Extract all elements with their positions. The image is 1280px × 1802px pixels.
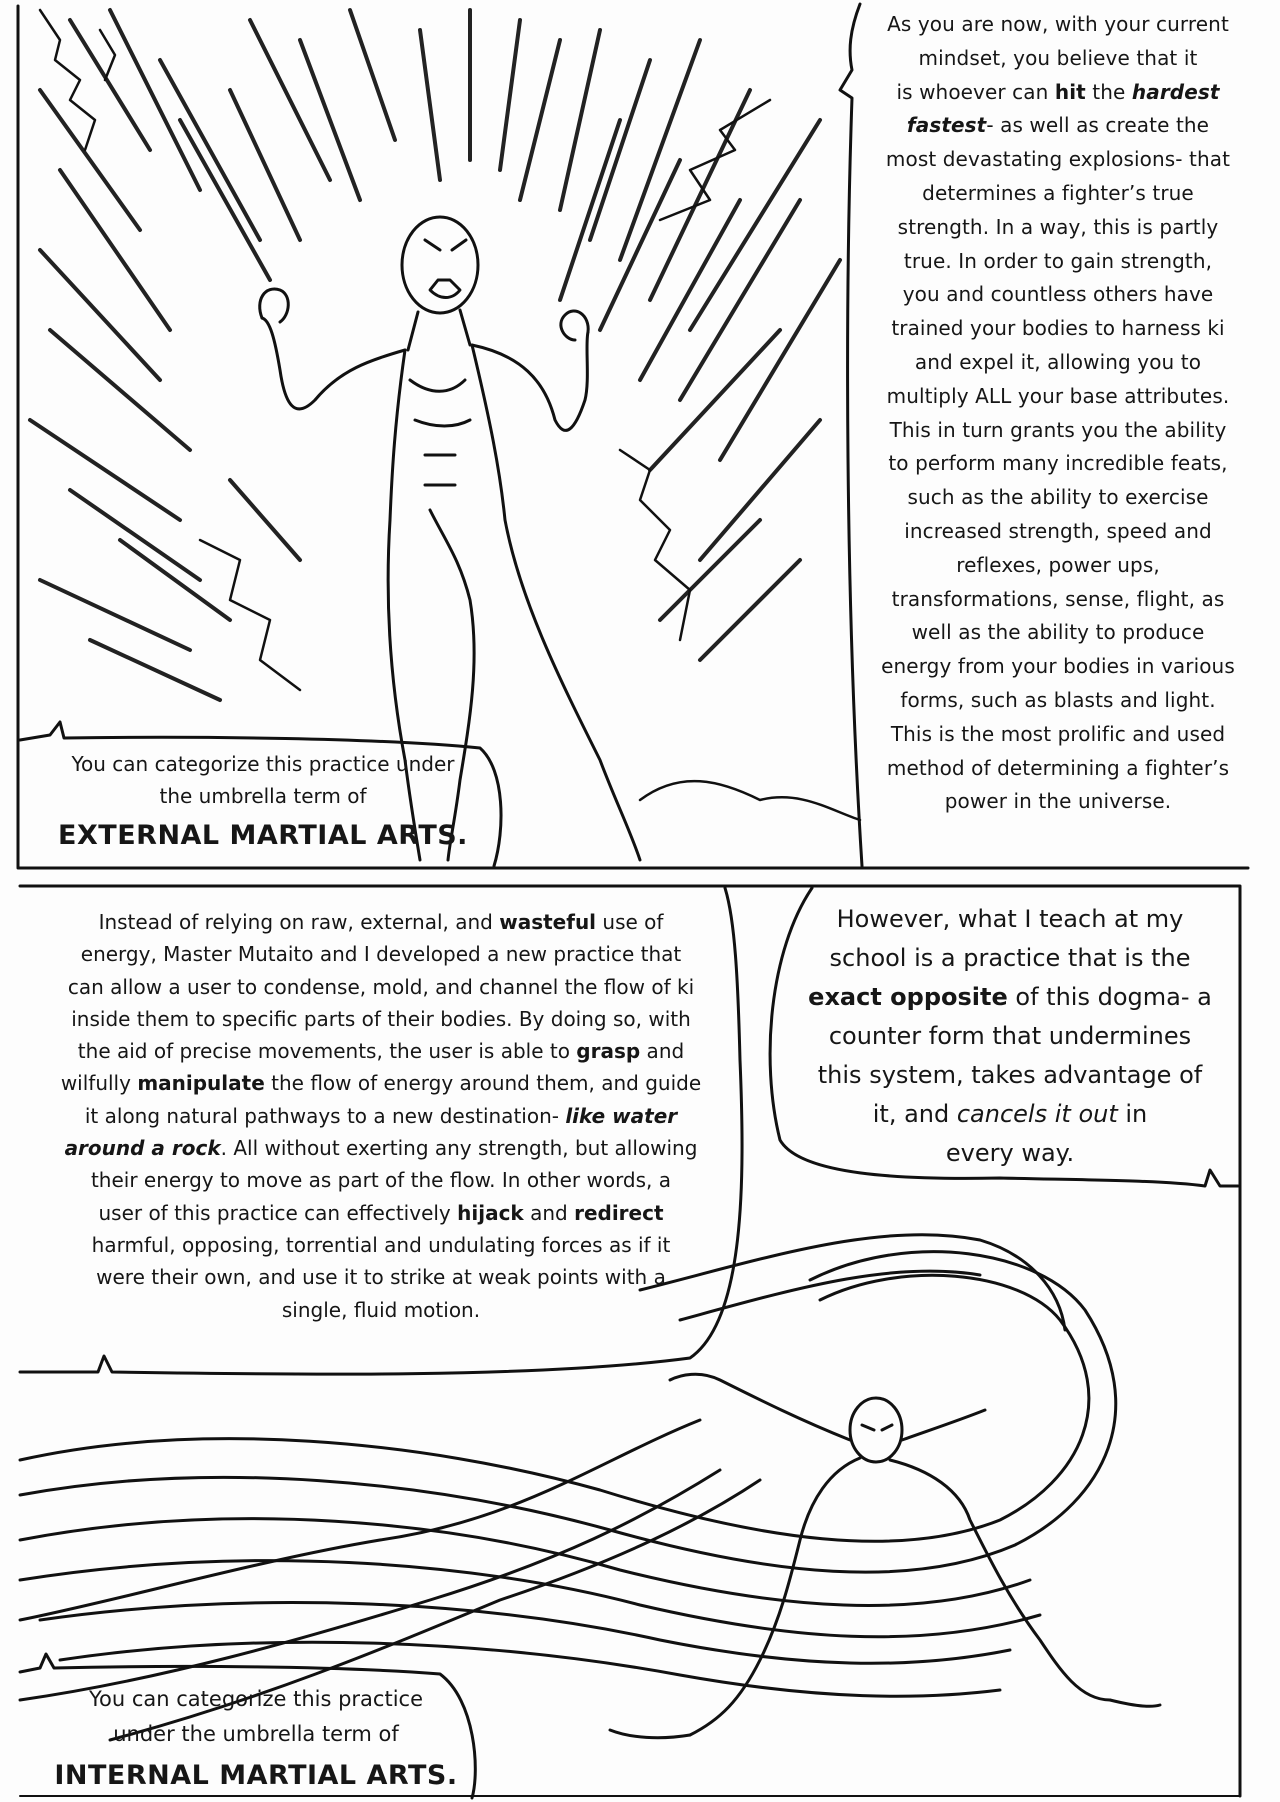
- caption-line: You can categorize this practice: [88, 1687, 423, 1711]
- panel-2-right-speech: [790, 900, 1230, 1173]
- narration-line: mindset, you believe that it: [918, 45, 1198, 70]
- narration-line: such as the ability to exercise: [907, 485, 1209, 510]
- panel-1-category-caption: [28, 748, 498, 812]
- panel-1-narration: [872, 8, 1244, 819]
- narration-line: [36, 906, 726, 938]
- emphasis-hijack: hijack: [457, 1200, 524, 1225]
- panel-2-category-caption: [46, 1682, 466, 1752]
- text-run: and: [640, 1039, 685, 1064]
- internal-martial-arts-term: INTERNAL MARTIAL ARTS.: [54, 1760, 458, 1791]
- emphasis-grasp: grasp: [576, 1039, 641, 1064]
- narration-line: determines a fighter’s true: [922, 180, 1194, 205]
- narration-line: forms, such as blasts and light.: [900, 687, 1216, 712]
- narration-line: transformations, sense, flight, as: [891, 586, 1225, 611]
- narration-line: their energy to move as part of the flow. In other words, a: [90, 1168, 672, 1193]
- text-run: Instead of relying on raw, external, and: [98, 910, 500, 934]
- speech-line: every way.: [945, 1139, 1075, 1167]
- narration-line: [36, 1035, 726, 1067]
- narration-line: reflexes, power ups,: [956, 552, 1160, 577]
- lightning-bolts: [40, 10, 860, 820]
- text-run: user of this practice can effectively: [98, 1200, 458, 1225]
- narration-line: harmful, opposing, torrential and undulating forces as if it: [91, 1232, 671, 1257]
- emphasis-like-water: like water: [565, 1103, 678, 1128]
- speech-line: [790, 1095, 1230, 1134]
- text-run: the: [1085, 79, 1132, 104]
- panel-1-narration-bubble: [840, 4, 862, 866]
- narration-line: As you are now, with your current: [887, 12, 1229, 36]
- narration-line: [36, 1197, 726, 1229]
- narration-line: [36, 1100, 726, 1132]
- text-run: of this dogma- a: [1007, 983, 1212, 1011]
- narration-line: [872, 109, 1244, 143]
- narration-line: well as the ability to produce: [911, 620, 1205, 645]
- emphasis-exact-opposite: exact opposite: [808, 983, 1008, 1011]
- narration-line: true. In order to gain strength,: [903, 248, 1213, 273]
- panel-2-left-narration: [36, 906, 726, 1326]
- text-run: it along natural pathways to a new destination-: [84, 1103, 566, 1128]
- speech-line: school is a practice that is the: [829, 944, 1191, 972]
- speech-line: counter form that undermines: [828, 1022, 1192, 1050]
- ki-aura-lines: [30, 10, 840, 700]
- emphasis-manipulate: manipulate: [137, 1071, 265, 1096]
- narration-line: strength. In a way, this is partly: [897, 214, 1219, 239]
- speech-line: However, what I teach at my: [836, 905, 1184, 933]
- emphasis-hardest: hardest: [1131, 79, 1220, 104]
- text-run: in: [1117, 1100, 1148, 1128]
- narration-line: multiply ALL your base attributes.: [886, 383, 1230, 408]
- narration-line: energy from your bodies in various: [881, 654, 1235, 679]
- emphasis-cancels-it-out: cancels it out: [956, 1100, 1118, 1128]
- caption-line: under the umbrella term of: [113, 1722, 399, 1746]
- narration-line: power in the universe.: [944, 789, 1172, 814]
- narration-line: to perform many incredible feats,: [888, 451, 1228, 476]
- narration-line: single, fluid motion.: [281, 1297, 481, 1322]
- emphasis-around-a-rock: around a rock: [64, 1136, 221, 1161]
- narration-line: This in turn grants you the ability: [889, 417, 1227, 442]
- narration-line: This is the most prolific and used: [890, 721, 1226, 746]
- narration-line: can allow a user to condense, mold, and channel the flow of ki: [67, 974, 695, 999]
- emphasis-redirect: redirect: [574, 1200, 664, 1225]
- narration-line: [36, 1067, 726, 1099]
- narration-line: you and countless others have: [902, 282, 1214, 307]
- text-run: is whoever can: [896, 79, 1055, 104]
- text-run: and: [523, 1200, 575, 1225]
- caption-line: You can categorize this practice under: [71, 752, 455, 776]
- narration-line: [872, 76, 1244, 110]
- text-run: . All without exerting any strength, but allowing: [220, 1136, 698, 1161]
- narration-line: energy, Master Mutaito and I developed a new practice that: [80, 942, 682, 967]
- narration-line: trained your bodies to harness ki: [891, 316, 1225, 341]
- text-run: the flow of energy around them, and guide: [264, 1071, 702, 1096]
- narration-line: increased strength, speed and: [904, 518, 1212, 543]
- emphasis-fastest: fastest: [906, 113, 987, 138]
- narration-line: and expel it, allowing you to: [914, 349, 1202, 374]
- narration-line: most devastating explosions- that: [885, 147, 1231, 172]
- text-run: it, and: [872, 1100, 957, 1128]
- emphasis-hit: hit: [1054, 79, 1086, 104]
- text-run: - as well as create the: [986, 113, 1210, 138]
- caption-line: the umbrella term of: [159, 784, 367, 808]
- external-martial-arts-term: EXTERNAL MARTIAL ARTS.: [58, 820, 468, 851]
- speech-line: [790, 978, 1230, 1017]
- fighter-figure-2: [610, 1374, 1160, 1737]
- text-run: use of: [596, 910, 664, 934]
- narration-line: [36, 1132, 726, 1164]
- text-run: wilfully: [60, 1071, 138, 1096]
- speech-line: this system, takes advantage of: [817, 1061, 1203, 1089]
- narration-line: were their own, and use it to strike at weak points with a: [96, 1265, 666, 1290]
- emphasis-wasteful: wasteful: [499, 910, 597, 934]
- narration-line: inside them to specific parts of their bodies. By doing so, with: [71, 1006, 691, 1031]
- narration-line: method of determining a fighter’s: [886, 755, 1230, 780]
- text-run: the aid of precise movements, the user is able to: [77, 1039, 577, 1064]
